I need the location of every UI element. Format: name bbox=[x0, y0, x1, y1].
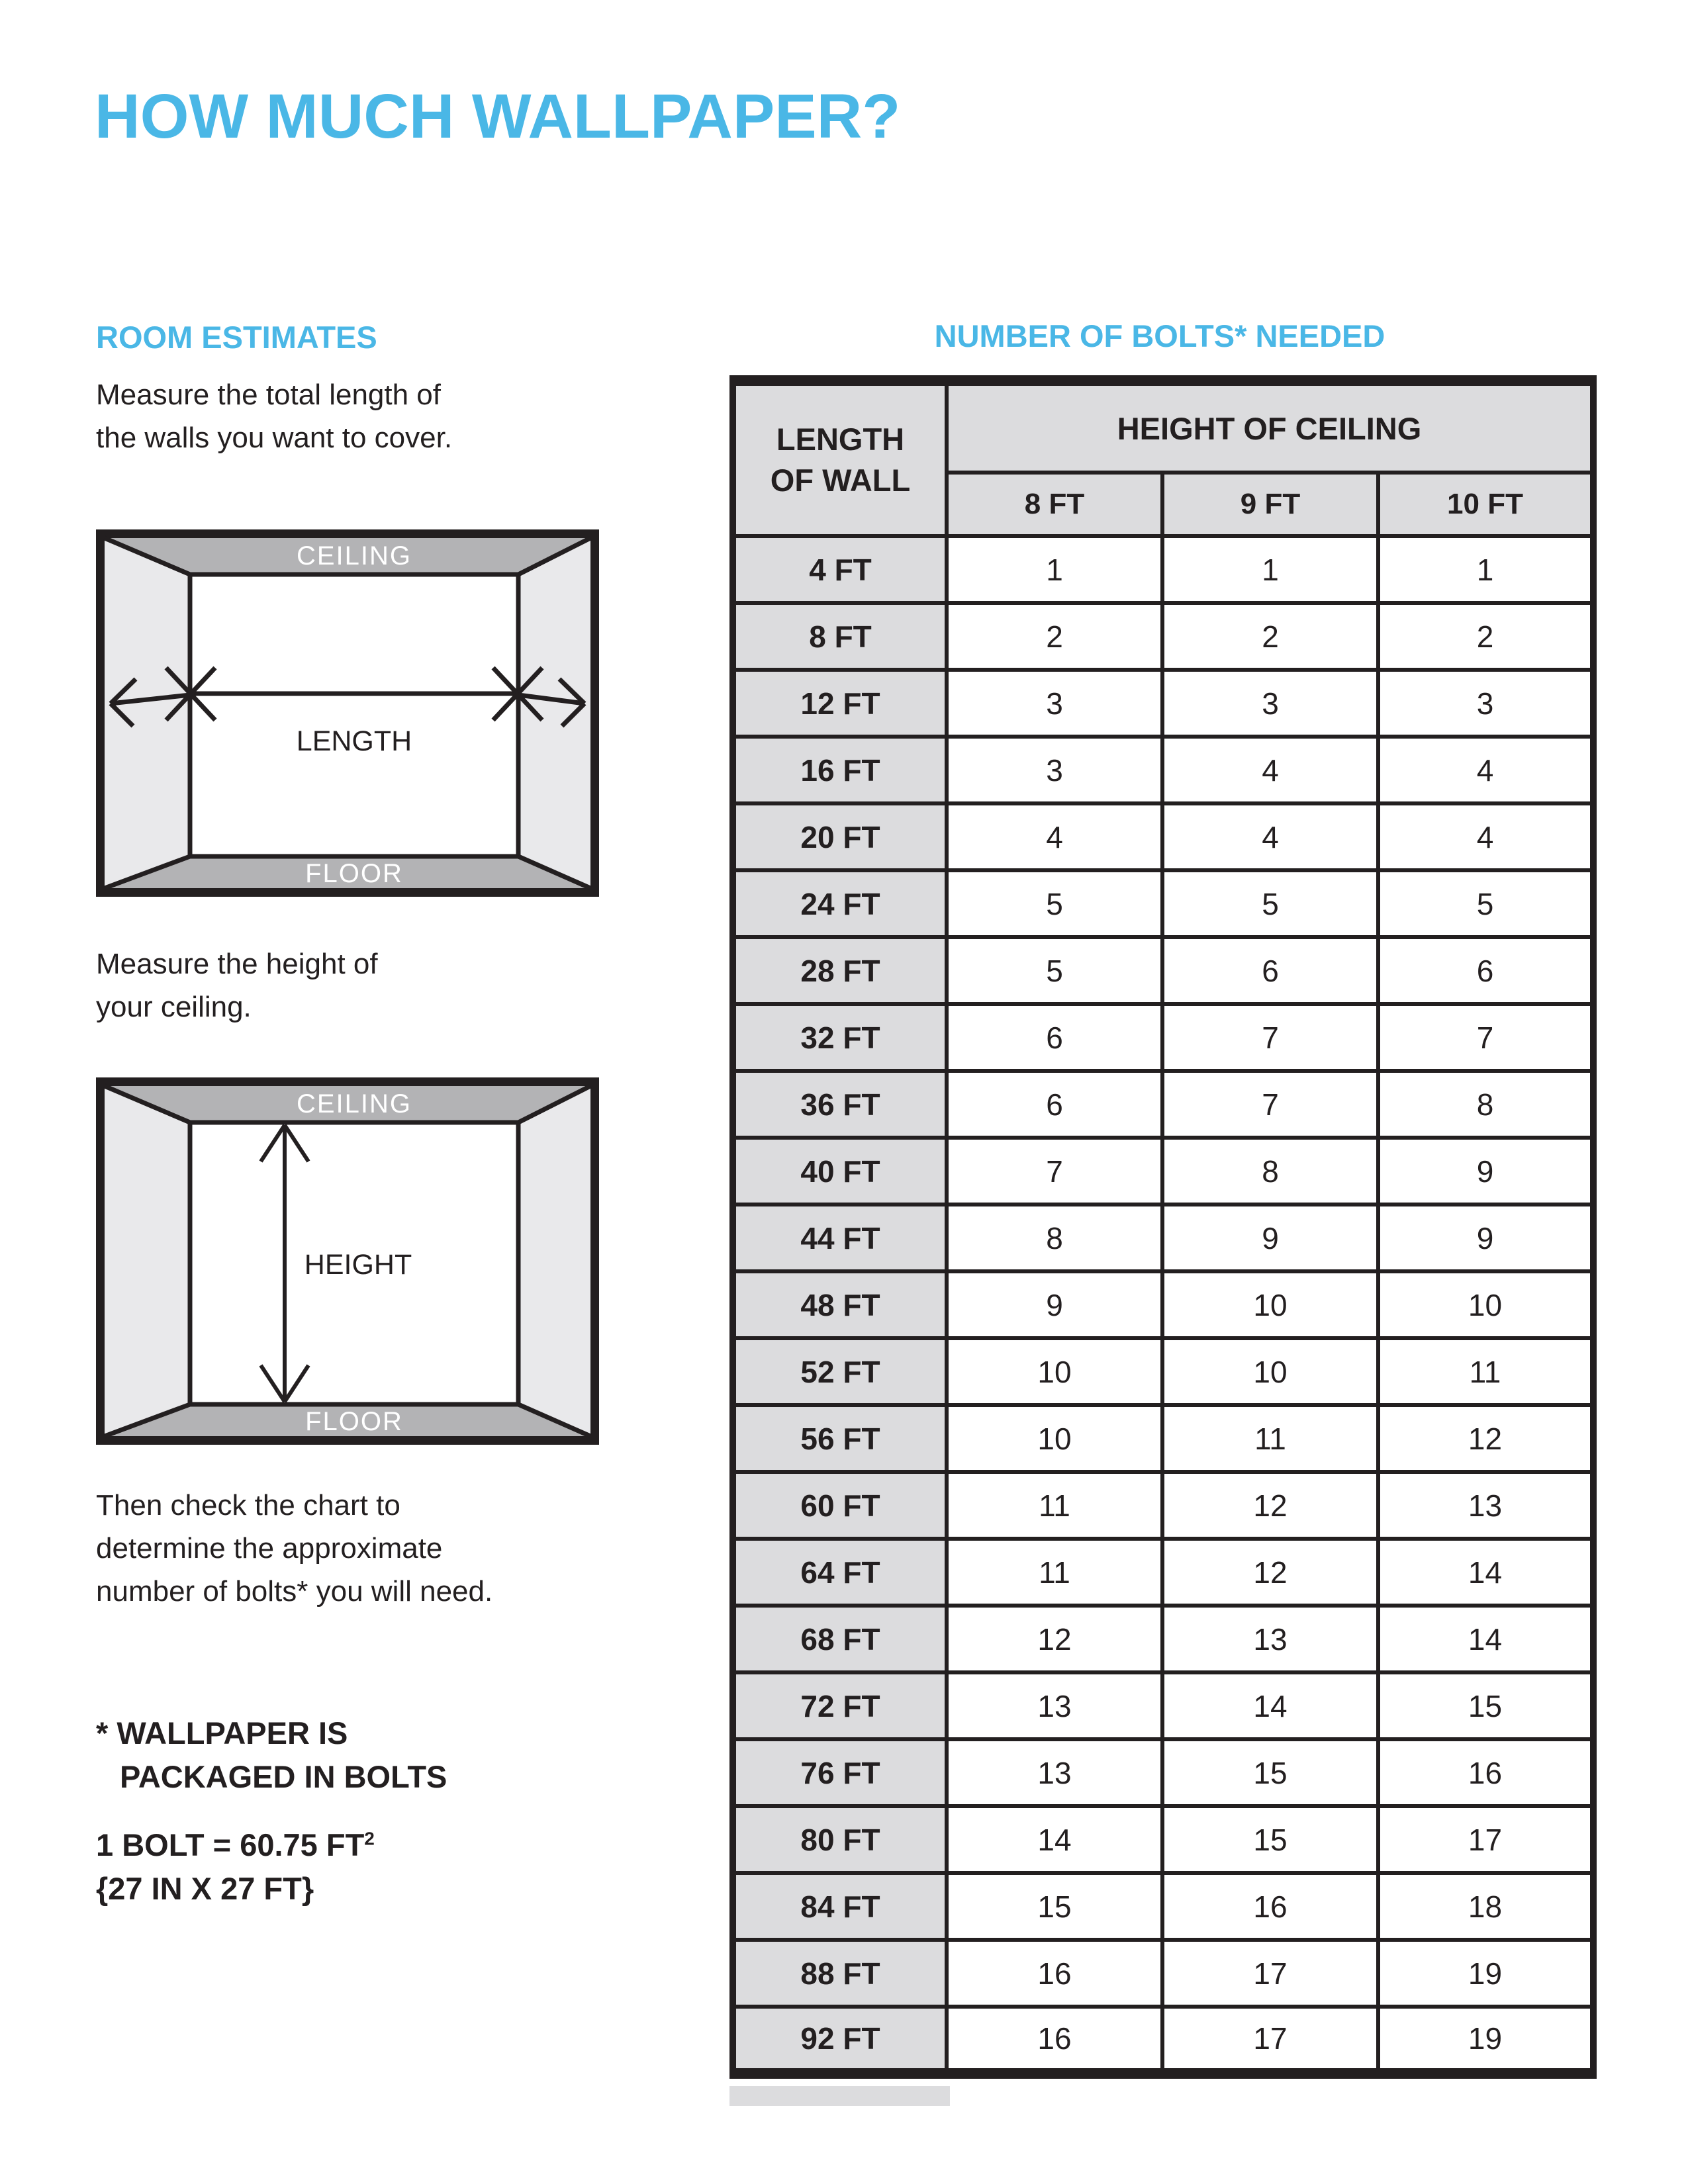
table-row bbox=[733, 803, 1593, 870]
row-label-cell: 48 FT bbox=[733, 1271, 947, 1338]
column-header-9ft: 9 FT bbox=[1162, 473, 1378, 536]
value-cell: 5 bbox=[947, 937, 1162, 1004]
row-label-cell: 72 FT bbox=[733, 1672, 947, 1739]
ceiling-label: CEILING bbox=[296, 541, 412, 570]
table-row bbox=[733, 1940, 1593, 2007]
row-label-cell: 92 FT bbox=[733, 2007, 947, 2073]
row-label-cell: 32 FT bbox=[733, 1004, 947, 1071]
paragraph-line: Measure the total length of bbox=[96, 379, 441, 411]
value-cell: 14 bbox=[947, 1806, 1162, 1873]
table-row bbox=[733, 1472, 1593, 1539]
value-cell: 3 bbox=[1162, 670, 1378, 737]
row-label-cell: 28 FT bbox=[733, 937, 947, 1004]
row-label-cell: 80 FT bbox=[733, 1806, 947, 1873]
table-row bbox=[733, 1405, 1593, 1472]
table-footer-gray-stub bbox=[729, 2086, 950, 2106]
table-row bbox=[733, 1271, 1593, 1338]
value-cell: 9 bbox=[1162, 1205, 1378, 1271]
value-cell: 8 bbox=[1162, 1138, 1378, 1205]
footnote-line: PACKAGED IN BOLTS bbox=[120, 1759, 447, 1794]
value-cell: 10 bbox=[1162, 1271, 1378, 1338]
row-label-cell: 88 FT bbox=[733, 1940, 947, 2007]
value-cell: 6 bbox=[1378, 937, 1593, 1004]
value-cell: 8 bbox=[947, 1205, 1162, 1271]
paragraph-check-chart bbox=[96, 1484, 492, 1613]
bolt-equation-text: 1 BOLT = 60.75 FT bbox=[96, 1827, 365, 1862]
paragraph-line: Then check the chart to bbox=[96, 1489, 400, 1522]
paragraph-line: number of bolts* you will need. bbox=[96, 1575, 493, 1608]
value-cell: 4 bbox=[1378, 737, 1593, 803]
row-header bbox=[733, 381, 947, 536]
value-cell: 1 bbox=[1162, 536, 1378, 603]
value-cell: 11 bbox=[1162, 1405, 1378, 1472]
table-row bbox=[733, 1606, 1593, 1672]
bolts-table bbox=[729, 375, 1597, 2079]
ceiling-label: CEILING bbox=[296, 1089, 412, 1118]
value-cell: 19 bbox=[1378, 1940, 1593, 2007]
table-row bbox=[733, 1806, 1593, 1873]
table-row bbox=[733, 1873, 1593, 1940]
value-cell: 16 bbox=[1162, 1873, 1378, 1940]
value-cell: 12 bbox=[1378, 1405, 1593, 1472]
value-cell: 6 bbox=[947, 1004, 1162, 1071]
value-cell: 5 bbox=[947, 870, 1162, 937]
value-cell: 18 bbox=[1378, 1873, 1593, 1940]
row-label-cell: 16 FT bbox=[733, 737, 947, 803]
value-cell: 4 bbox=[1378, 803, 1593, 870]
value-cell: 7 bbox=[1162, 1071, 1378, 1138]
value-cell: 15 bbox=[947, 1873, 1162, 1940]
table-row bbox=[733, 1004, 1593, 1071]
paragraph-measure-height bbox=[96, 942, 378, 1028]
row-label-cell: 68 FT bbox=[733, 1606, 947, 1672]
value-cell: 10 bbox=[1378, 1271, 1593, 1338]
value-cell: 13 bbox=[947, 1672, 1162, 1739]
value-cell: 1 bbox=[1378, 536, 1593, 603]
row-label-cell: 64 FT bbox=[733, 1539, 947, 1606]
value-cell: 10 bbox=[947, 1405, 1162, 1472]
value-cell: 12 bbox=[1162, 1539, 1378, 1606]
value-cell: 8 bbox=[1378, 1071, 1593, 1138]
value-cell: 3 bbox=[947, 670, 1162, 737]
value-cell: 6 bbox=[1162, 937, 1378, 1004]
room-diagram-height bbox=[96, 1077, 599, 1445]
paragraph-line: the walls you want to cover. bbox=[96, 422, 453, 454]
wallpaper-bolts-footnote bbox=[96, 1711, 447, 1799]
value-cell: 14 bbox=[1378, 1539, 1593, 1606]
bolt-dimensions: {27 IN X 27 FT} bbox=[96, 1871, 314, 1906]
value-cell: 2 bbox=[1162, 603, 1378, 670]
row-label-cell: 4 FT bbox=[733, 536, 947, 603]
row-header-line: OF WALL bbox=[770, 463, 911, 498]
value-cell: 9 bbox=[947, 1271, 1162, 1338]
table-row bbox=[733, 937, 1593, 1004]
value-cell: 19 bbox=[1378, 2007, 1593, 2073]
value-cell: 17 bbox=[1162, 1940, 1378, 2007]
value-cell: 15 bbox=[1162, 1806, 1378, 1873]
value-cell: 17 bbox=[1162, 2007, 1378, 2073]
table-row bbox=[733, 1138, 1593, 1205]
value-cell: 13 bbox=[1378, 1472, 1593, 1539]
table-row bbox=[733, 536, 1593, 603]
row-label-cell: 24 FT bbox=[733, 870, 947, 937]
room-diagram-length bbox=[96, 529, 599, 897]
table-row bbox=[733, 670, 1593, 737]
value-cell: 14 bbox=[1162, 1672, 1378, 1739]
column-header-8ft: 8 FT bbox=[947, 473, 1162, 536]
row-label-cell: 20 FT bbox=[733, 803, 947, 870]
floor-label: FLOOR bbox=[305, 1407, 403, 1436]
table-row bbox=[733, 870, 1593, 937]
value-cell: 4 bbox=[947, 803, 1162, 870]
right-wall bbox=[518, 538, 590, 888]
value-cell: 9 bbox=[1378, 1205, 1593, 1271]
left-wall bbox=[105, 1086, 190, 1436]
header-row-1 bbox=[733, 381, 1593, 473]
value-cell: 4 bbox=[1162, 803, 1378, 870]
value-cell: 7 bbox=[1162, 1004, 1378, 1071]
value-cell: 3 bbox=[947, 737, 1162, 803]
value-cell: 13 bbox=[947, 1739, 1162, 1806]
length-label: LENGTH bbox=[296, 725, 412, 757]
paragraph-line: Measure the height of bbox=[96, 948, 378, 980]
column-header-10ft: 10 FT bbox=[1378, 473, 1593, 536]
value-cell: 5 bbox=[1162, 870, 1378, 937]
value-cell: 14 bbox=[1378, 1606, 1593, 1672]
value-cell: 5 bbox=[1378, 870, 1593, 937]
paragraph-measure-length bbox=[96, 373, 452, 459]
paragraph-line: determine the approximate bbox=[96, 1532, 443, 1565]
table-row bbox=[733, 1205, 1593, 1271]
table-row bbox=[733, 1739, 1593, 1806]
row-label-cell: 84 FT bbox=[733, 1873, 947, 1940]
table-row bbox=[733, 737, 1593, 803]
table-row bbox=[733, 2007, 1593, 2073]
value-cell: 13 bbox=[1162, 1606, 1378, 1672]
row-label-cell: 60 FT bbox=[733, 1472, 947, 1539]
value-cell: 16 bbox=[1378, 1739, 1593, 1806]
value-cell: 15 bbox=[1378, 1672, 1593, 1739]
value-cell: 2 bbox=[1378, 603, 1593, 670]
table-row bbox=[733, 1539, 1593, 1606]
value-cell: 16 bbox=[947, 2007, 1162, 2073]
table-row bbox=[733, 603, 1593, 670]
bolt-equation-superscript: 2 bbox=[364, 1828, 375, 1849]
value-cell: 12 bbox=[1162, 1472, 1378, 1539]
row-label-cell: 12 FT bbox=[733, 670, 947, 737]
value-cell: 1 bbox=[947, 536, 1162, 603]
right-wall bbox=[518, 1086, 590, 1436]
value-cell: 16 bbox=[947, 1940, 1162, 2007]
paragraph-line: your ceiling. bbox=[96, 991, 252, 1023]
value-cell: 11 bbox=[1378, 1338, 1593, 1405]
value-cell: 10 bbox=[947, 1338, 1162, 1405]
bolt-equation bbox=[96, 1827, 375, 1863]
footnote-line: * WALLPAPER IS bbox=[96, 1715, 348, 1751]
row-label-cell: 52 FT bbox=[733, 1338, 947, 1405]
row-label-cell: 36 FT bbox=[733, 1071, 947, 1138]
row-label-cell: 8 FT bbox=[733, 603, 947, 670]
table-row bbox=[733, 1338, 1593, 1405]
value-cell: 17 bbox=[1378, 1806, 1593, 1873]
value-cell: 6 bbox=[947, 1071, 1162, 1138]
value-cell: 11 bbox=[947, 1472, 1162, 1539]
back-wall bbox=[190, 574, 518, 856]
table-row bbox=[733, 1071, 1593, 1138]
value-cell: 3 bbox=[1378, 670, 1593, 737]
room-estimates-heading: ROOM ESTIMATES bbox=[96, 320, 377, 355]
bolts-table-wrap bbox=[729, 375, 1597, 2079]
value-cell: 2 bbox=[947, 603, 1162, 670]
row-label-cell: 76 FT bbox=[733, 1739, 947, 1806]
value-cell: 7 bbox=[947, 1138, 1162, 1205]
value-cell: 12 bbox=[947, 1606, 1162, 1672]
row-label-cell: 44 FT bbox=[733, 1205, 947, 1271]
table-heading: NUMBER OF BOLTS* NEEDED bbox=[934, 318, 1385, 353]
table-row bbox=[733, 1672, 1593, 1739]
height-label: HEIGHT bbox=[304, 1249, 412, 1281]
value-cell: 11 bbox=[947, 1539, 1162, 1606]
row-label-cell: 40 FT bbox=[733, 1138, 947, 1205]
value-cell: 10 bbox=[1162, 1338, 1378, 1405]
row-header-line: LENGTH bbox=[776, 422, 905, 457]
value-cell: 15 bbox=[1162, 1739, 1378, 1806]
value-cell: 9 bbox=[1378, 1138, 1593, 1205]
row-label-cell: 56 FT bbox=[733, 1405, 947, 1472]
page-title: HOW MUCH WALLPAPER? bbox=[95, 81, 901, 152]
column-group-header: HEIGHT OF CEILING bbox=[947, 381, 1593, 473]
floor-label: FLOOR bbox=[305, 859, 403, 888]
value-cell: 4 bbox=[1162, 737, 1378, 803]
value-cell: 7 bbox=[1378, 1004, 1593, 1071]
